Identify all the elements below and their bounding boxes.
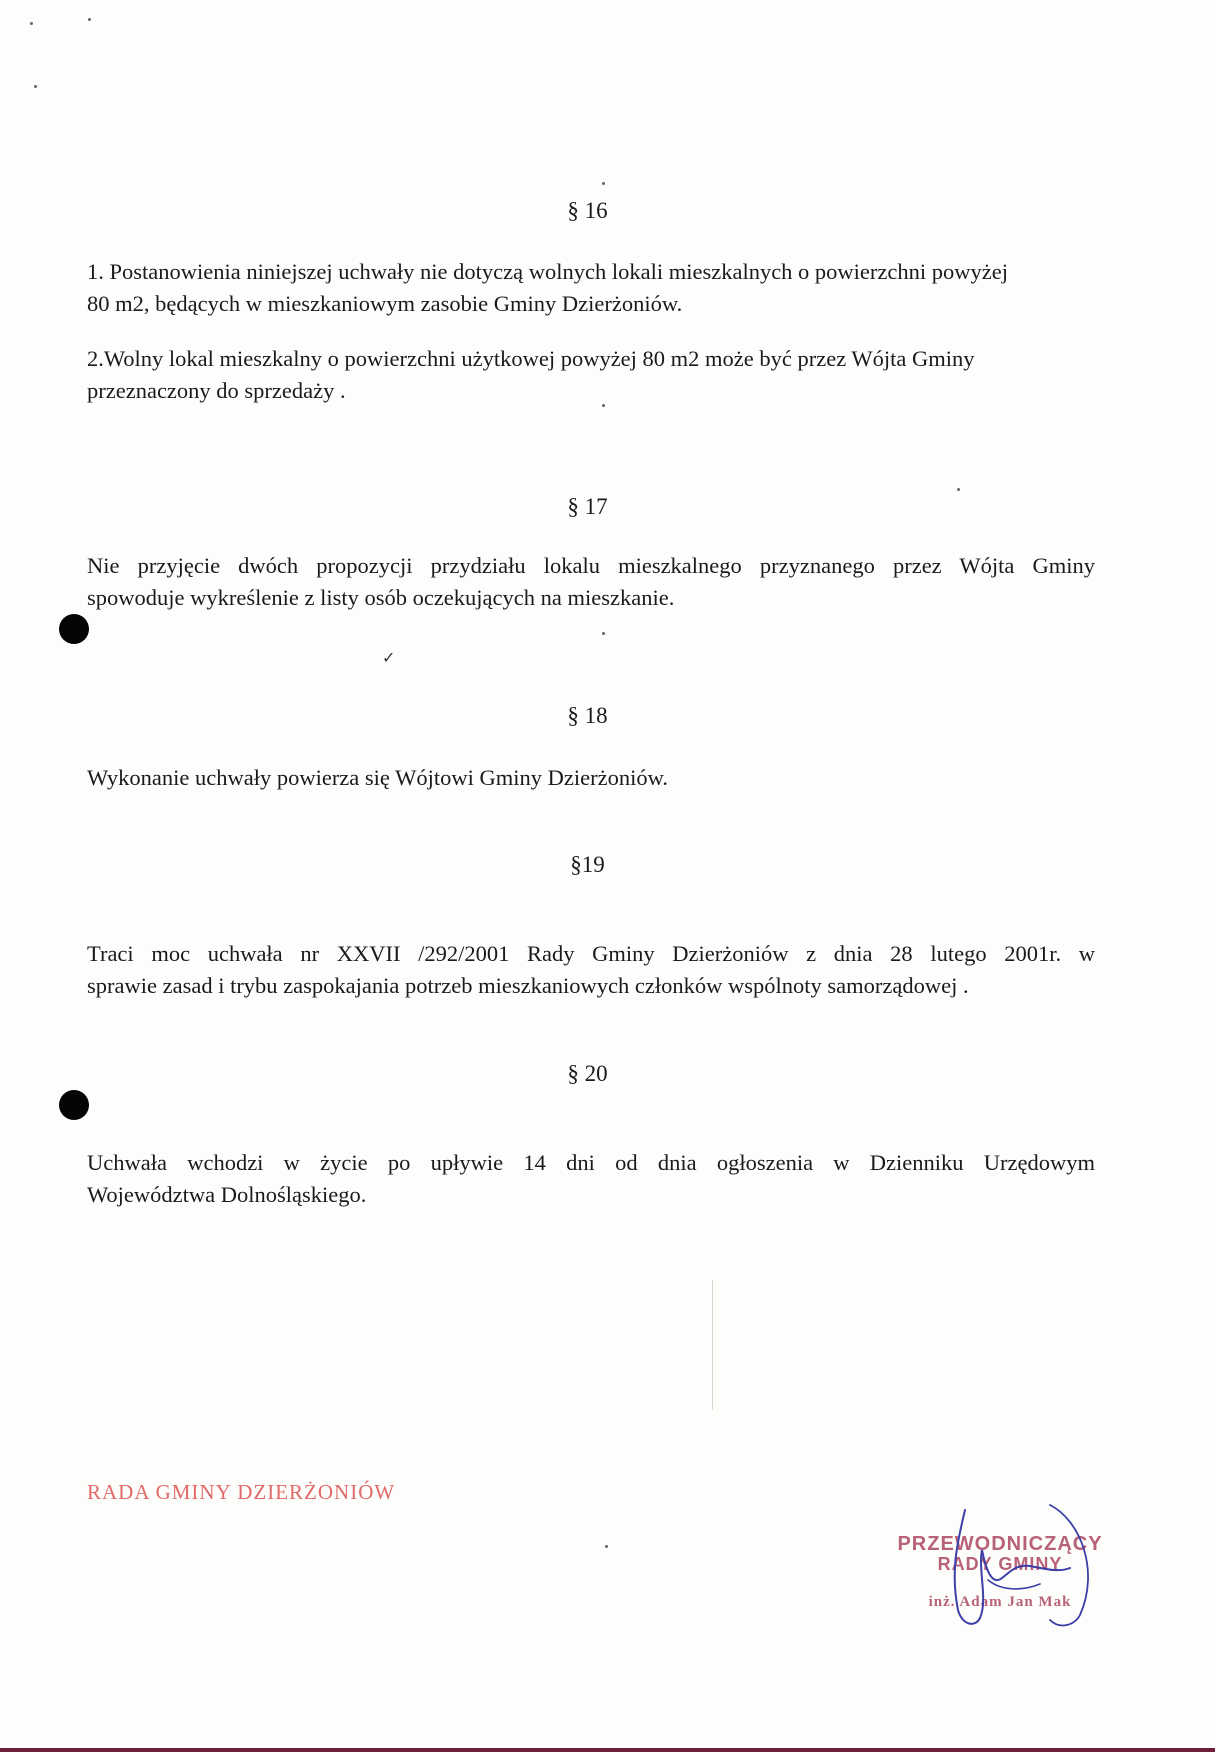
text-line: sprawie zasad i trybu zaspokajania potrzeb mieszkaniowych członków wspólnoty samorządowej .	[87, 973, 969, 998]
section-18-paragraph	[87, 762, 1095, 794]
section-17-paragraph	[87, 550, 1095, 614]
text-line: Wykonanie uchwały powierza się Wójtowi Gminy Dzierżoniów.	[87, 765, 668, 790]
text-line: 80 m2, będących w mieszkaniowym zasobie Gminy Dzierżoniów.	[87, 291, 683, 316]
scan-speck	[605, 1545, 608, 1548]
section-16-paragraph-2	[87, 343, 1095, 407]
stamp-title: PRZEWODNICZĄCY	[897, 1533, 1103, 1555]
scan-speck	[602, 632, 605, 635]
section-20-paragraph	[87, 1147, 1095, 1211]
scan-speck	[34, 85, 37, 88]
section-18-heading: § 18	[567, 703, 608, 728]
stamp-name: inż. Adam Jan Mak	[928, 1594, 1072, 1610]
scan-speck	[957, 488, 960, 491]
section-17-heading: § 17	[567, 494, 608, 519]
punch-hole-top	[59, 614, 89, 644]
text-line: przeznaczony do sprzedaży .	[87, 378, 346, 403]
signature	[880, 1500, 1130, 1630]
section-16-heading: § 16	[567, 198, 608, 223]
scan-speck	[602, 182, 605, 185]
page-edge	[0, 1748, 1215, 1752]
text-line: 2.Wolny lokal mieszkalny o powierzchni użytkowej powyżej 80 m2 może być przez Wójta Gminy	[87, 346, 975, 371]
text-line: 1. Postanowienia niniejszej uchwały nie dotyczą wolnych lokali mieszkalnych o powierzchni powyżej	[87, 259, 1008, 284]
section-16-paragraph-1	[87, 256, 1095, 320]
stamp-subtitle: RADY GMINY	[937, 1554, 1063, 1574]
text-line: Traci moc uchwała nr XXVII /292/2001 Rady Gminy Dzierżoniów z dnia 28 lutego 2001r. w	[87, 941, 1095, 966]
punch-hole-bottom	[59, 1090, 89, 1120]
text-line: spowoduje wykreślenie z listy osób oczekujących na mieszkanie.	[87, 585, 675, 610]
section-20-heading: § 20	[567, 1061, 608, 1086]
section-19-paragraph	[87, 938, 1095, 1002]
text-line: Uchwała wchodzi w życie po upływie 14 dni od dnia ogłoszenia w Dzienniku Urzędowym	[87, 1150, 1095, 1175]
handwritten-mark: ✓	[382, 650, 396, 667]
scan-speck	[30, 22, 33, 25]
section-19-heading: §19	[570, 852, 605, 877]
fold-line	[712, 1280, 713, 1410]
council-stamp: RADA GMINY DZIERŻONIÓW	[87, 1480, 396, 1504]
text-line: Województwa Dolnośląskiego.	[87, 1182, 367, 1207]
scan-speck	[88, 18, 91, 21]
text-line: Nie przyjęcie dwóch propozycji przydziału lokalu mieszkalnego przyznanego przez Wójta Gminy	[87, 553, 1095, 578]
chairman-stamp	[880, 1500, 1130, 1630]
